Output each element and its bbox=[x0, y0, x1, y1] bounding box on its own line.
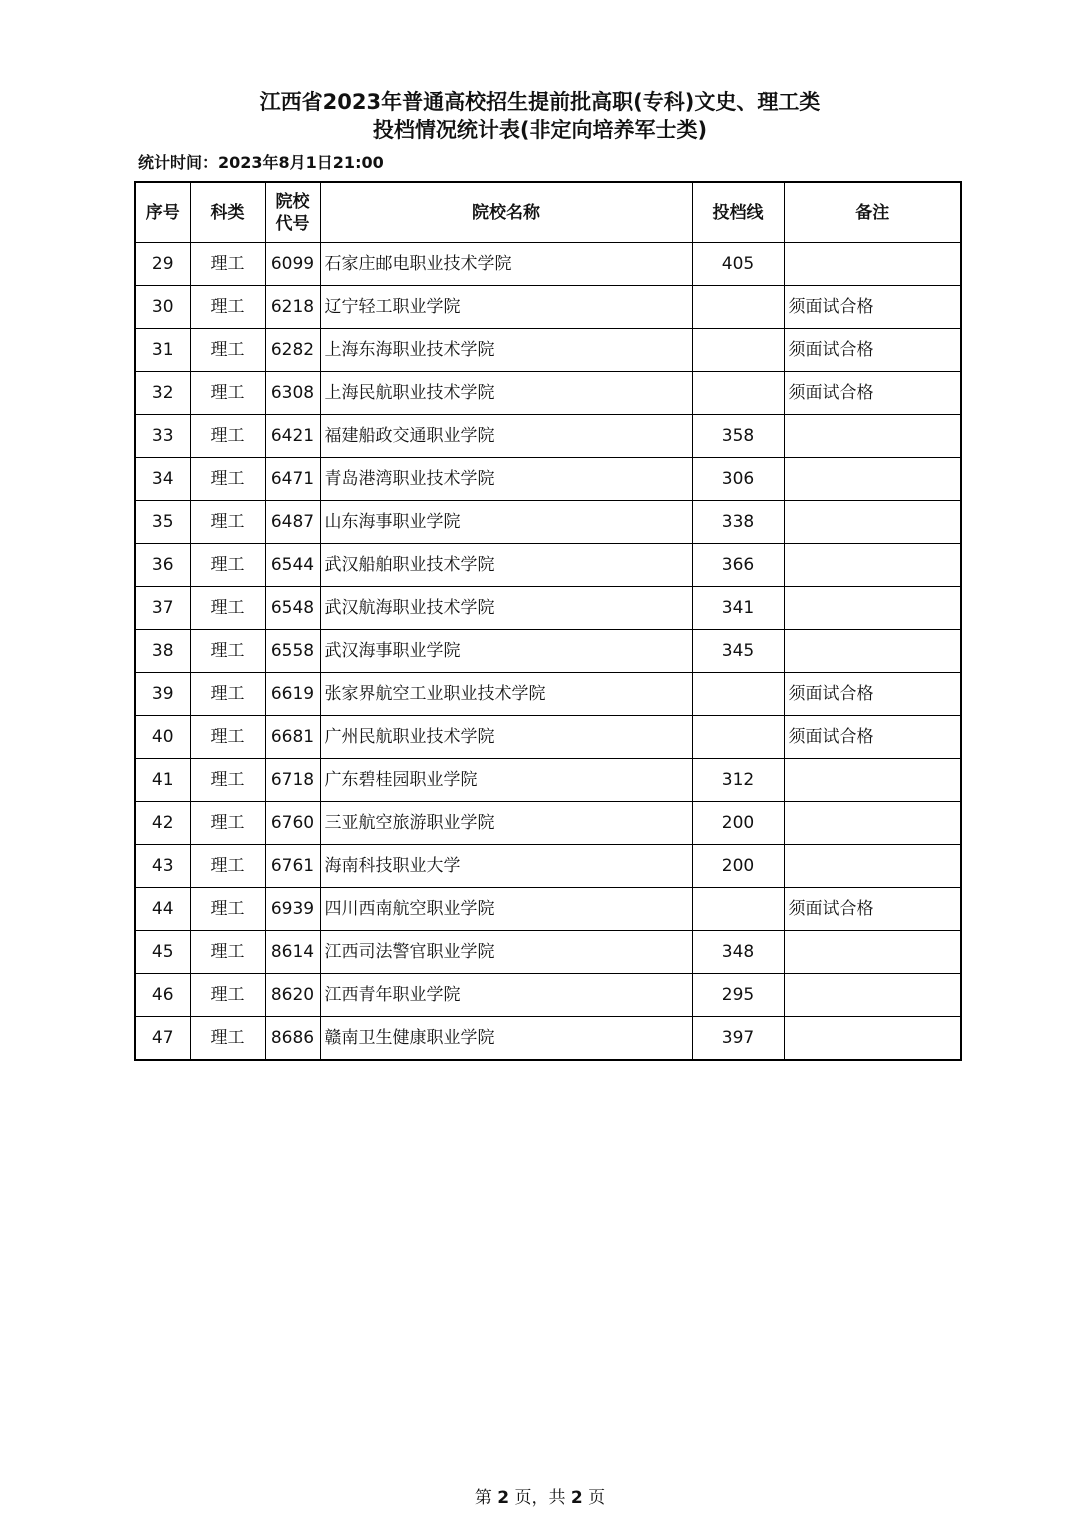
cell-school-name: 赣南卫生健康职业学院 bbox=[320, 1017, 692, 1061]
cell-admission-line: 341 bbox=[692, 587, 784, 630]
admission-table bbox=[134, 181, 962, 1061]
cell-subject: 理工 bbox=[190, 630, 265, 673]
cell-seq: 43 bbox=[135, 845, 190, 888]
table-row bbox=[135, 329, 961, 372]
document-title-line1: 江西省2023年普通高校招生提前批高职(专科)文史、理工类 bbox=[259, 90, 821, 114]
cell-admission-line: 397 bbox=[692, 1017, 784, 1061]
cell-school-name: 辽宁轻工职业学院 bbox=[320, 286, 692, 329]
cell-note bbox=[784, 415, 961, 458]
cell-subject: 理工 bbox=[190, 544, 265, 587]
cell-admission-line: 200 bbox=[692, 802, 784, 845]
cell-note bbox=[784, 458, 961, 501]
cell-admission-line: 348 bbox=[692, 931, 784, 974]
cell-seq: 38 bbox=[135, 630, 190, 673]
cell-admission-line: 200 bbox=[692, 845, 784, 888]
cell-school-name: 武汉船舶职业技术学院 bbox=[320, 544, 692, 587]
cell-school-name: 青岛港湾职业技术学院 bbox=[320, 458, 692, 501]
table-row bbox=[135, 888, 961, 931]
cell-school-code: 6558 bbox=[265, 630, 320, 673]
cell-school-name: 广州民航职业技术学院 bbox=[320, 716, 692, 759]
cell-note: 须面试合格 bbox=[784, 673, 961, 716]
cell-note bbox=[784, 501, 961, 544]
cell-note bbox=[784, 759, 961, 802]
cell-school-name: 四川西南航空职业学院 bbox=[320, 888, 692, 931]
cell-school-code: 6681 bbox=[265, 716, 320, 759]
cell-admission-line bbox=[692, 673, 784, 716]
table-row bbox=[135, 759, 961, 802]
document-title-line2: 投档情况统计表(非定向培养军士类) bbox=[372, 118, 708, 142]
table-row bbox=[135, 501, 961, 544]
cell-admission-line: 312 bbox=[692, 759, 784, 802]
table-header-row bbox=[135, 182, 961, 243]
cell-school-code: 6487 bbox=[265, 501, 320, 544]
header-seq: 序号 bbox=[135, 182, 190, 243]
cell-note bbox=[784, 544, 961, 587]
cell-school-name: 武汉海事职业学院 bbox=[320, 630, 692, 673]
table-row bbox=[135, 673, 961, 716]
cell-seq: 35 bbox=[135, 501, 190, 544]
cell-school-code: 6218 bbox=[265, 286, 320, 329]
table-row bbox=[135, 845, 961, 888]
cell-school-code: 8620 bbox=[265, 974, 320, 1017]
cell-subject: 理工 bbox=[190, 587, 265, 630]
cell-subject: 理工 bbox=[190, 415, 265, 458]
cell-seq: 31 bbox=[135, 329, 190, 372]
cell-subject: 理工 bbox=[190, 458, 265, 501]
cell-school-code: 6471 bbox=[265, 458, 320, 501]
cell-school-name: 广东碧桂园职业学院 bbox=[320, 759, 692, 802]
cell-note: 须面试合格 bbox=[784, 286, 961, 329]
cell-school-name: 上海民航职业技术学院 bbox=[320, 372, 692, 415]
cell-subject: 理工 bbox=[190, 243, 265, 286]
cell-subject: 理工 bbox=[190, 974, 265, 1017]
cell-seq: 42 bbox=[135, 802, 190, 845]
cell-admission-line: 338 bbox=[692, 501, 784, 544]
cell-seq: 29 bbox=[135, 243, 190, 286]
table-row bbox=[135, 243, 961, 286]
cell-school-code: 6718 bbox=[265, 759, 320, 802]
footer-total-pages: 2 bbox=[570, 1488, 583, 1508]
cell-school-code: 6282 bbox=[265, 329, 320, 372]
cell-admission-line: 306 bbox=[692, 458, 784, 501]
cell-note bbox=[784, 1017, 961, 1061]
cell-school-name: 石家庄邮电职业技术学院 bbox=[320, 243, 692, 286]
cell-subject: 理工 bbox=[190, 329, 265, 372]
cell-school-code: 6619 bbox=[265, 673, 320, 716]
cell-subject: 理工 bbox=[190, 802, 265, 845]
cell-school-code: 6544 bbox=[265, 544, 320, 587]
header-school-code bbox=[265, 182, 320, 243]
cell-admission-line: 405 bbox=[692, 243, 784, 286]
cell-note: 须面试合格 bbox=[784, 372, 961, 415]
cell-admission-line bbox=[692, 329, 784, 372]
cell-school-code: 6548 bbox=[265, 587, 320, 630]
table-row bbox=[135, 458, 961, 501]
cell-school-name: 福建船政交通职业学院 bbox=[320, 415, 692, 458]
cell-seq: 30 bbox=[135, 286, 190, 329]
cell-school-code: 6099 bbox=[265, 243, 320, 286]
header-admission-line: 投档线 bbox=[692, 182, 784, 243]
cell-school-name: 山东海事职业学院 bbox=[320, 501, 692, 544]
cell-note: 须面试合格 bbox=[784, 888, 961, 931]
header-note: 备注 bbox=[784, 182, 961, 243]
table-row bbox=[135, 587, 961, 630]
footer-mid: 页，共 bbox=[514, 1488, 566, 1508]
cell-school-code: 6939 bbox=[265, 888, 320, 931]
cell-note bbox=[784, 243, 961, 286]
cell-seq: 34 bbox=[135, 458, 190, 501]
cell-school-name: 江西司法警官职业学院 bbox=[320, 931, 692, 974]
cell-seq: 41 bbox=[135, 759, 190, 802]
table-row bbox=[135, 931, 961, 974]
cell-school-name: 三亚航空旅游职业学院 bbox=[320, 802, 692, 845]
cell-school-name: 江西青年职业学院 bbox=[320, 974, 692, 1017]
table-row bbox=[135, 544, 961, 587]
cell-subject: 理工 bbox=[190, 673, 265, 716]
cell-school-code: 6761 bbox=[265, 845, 320, 888]
cell-seq: 40 bbox=[135, 716, 190, 759]
cell-admission-line bbox=[692, 372, 784, 415]
cell-school-name: 武汉航海职业技术学院 bbox=[320, 587, 692, 630]
cell-note bbox=[784, 931, 961, 974]
cell-school-name: 上海东海职业技术学院 bbox=[320, 329, 692, 372]
cell-seq: 39 bbox=[135, 673, 190, 716]
statistics-time: 统计时间：2023年8月1日21:00 bbox=[138, 153, 384, 172]
cell-admission-line: 295 bbox=[692, 974, 784, 1017]
cell-subject: 理工 bbox=[190, 845, 265, 888]
cell-note: 须面试合格 bbox=[784, 329, 961, 372]
footer-page-number: 2 bbox=[497, 1488, 510, 1508]
cell-note bbox=[784, 845, 961, 888]
cell-seq: 44 bbox=[135, 888, 190, 931]
cell-seq: 45 bbox=[135, 931, 190, 974]
cell-school-code: 8614 bbox=[265, 931, 320, 974]
header-subject: 科类 bbox=[190, 182, 265, 243]
cell-admission-line bbox=[692, 888, 784, 931]
table-row bbox=[135, 974, 961, 1017]
cell-admission-line: 345 bbox=[692, 630, 784, 673]
header-school-code-bottom: 代号 bbox=[275, 213, 310, 234]
table-row bbox=[135, 286, 961, 329]
cell-seq: 32 bbox=[135, 372, 190, 415]
cell-seq: 46 bbox=[135, 974, 190, 1017]
cell-subject: 理工 bbox=[190, 888, 265, 931]
cell-school-name: 张家界航空工业职业技术学院 bbox=[320, 673, 692, 716]
footer-pre: 第 bbox=[474, 1488, 492, 1508]
cell-seq: 36 bbox=[135, 544, 190, 587]
header-school-name: 院校名称 bbox=[320, 182, 692, 243]
table-row bbox=[135, 372, 961, 415]
table-row bbox=[135, 630, 961, 673]
cell-subject: 理工 bbox=[190, 931, 265, 974]
cell-subject: 理工 bbox=[190, 372, 265, 415]
cell-subject: 理工 bbox=[190, 716, 265, 759]
cell-admission-line bbox=[692, 716, 784, 759]
cell-subject: 理工 bbox=[190, 1017, 265, 1061]
cell-school-code: 8686 bbox=[265, 1017, 320, 1061]
cell-note bbox=[784, 630, 961, 673]
table-row bbox=[135, 716, 961, 759]
cell-admission-line: 358 bbox=[692, 415, 784, 458]
cell-school-code: 6421 bbox=[265, 415, 320, 458]
cell-note bbox=[784, 802, 961, 845]
cell-subject: 理工 bbox=[190, 759, 265, 802]
footer-post: 页 bbox=[588, 1488, 606, 1508]
cell-admission-line: 366 bbox=[692, 544, 784, 587]
cell-note: 须面试合格 bbox=[784, 716, 961, 759]
cell-note bbox=[784, 974, 961, 1017]
cell-seq: 33 bbox=[135, 415, 190, 458]
cell-subject: 理工 bbox=[190, 501, 265, 544]
cell-seq: 37 bbox=[135, 587, 190, 630]
cell-seq: 47 bbox=[135, 1017, 190, 1061]
cell-subject: 理工 bbox=[190, 286, 265, 329]
cell-school-name: 海南科技职业大学 bbox=[320, 845, 692, 888]
cell-school-code: 6760 bbox=[265, 802, 320, 845]
cell-school-code: 6308 bbox=[265, 372, 320, 415]
table-row bbox=[135, 1017, 961, 1061]
table-row bbox=[135, 415, 961, 458]
cell-note bbox=[784, 587, 961, 630]
cell-admission-line bbox=[692, 286, 784, 329]
header-school-code-top: 院校 bbox=[275, 191, 310, 212]
table-row bbox=[135, 802, 961, 845]
page-footer bbox=[0, 1483, 1080, 1508]
